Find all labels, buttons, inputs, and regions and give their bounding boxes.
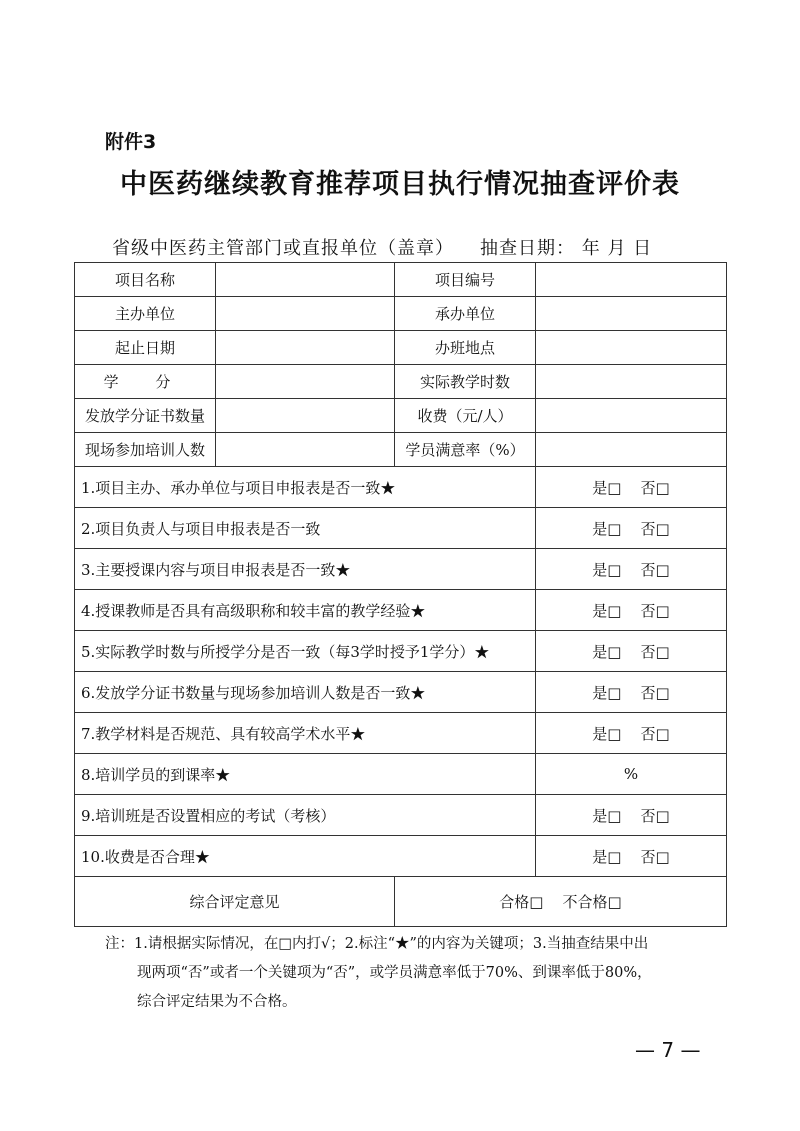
yes-no-choice[interactable]: 是□ 否□ (536, 795, 727, 836)
info-label: 主办单位 (75, 297, 216, 331)
info-label: 项目名称 (75, 263, 216, 297)
inspection-date: 抽查日期： 年 月 日 (480, 238, 653, 259)
yes-no-choice[interactable]: 是□ 否□ (536, 549, 727, 590)
check-item-text: 2.项目负责人与项目申报表是否一致 (75, 508, 536, 549)
footnote-line: 现两项“否”或者一个关键项为“否”，或学员满意率低于70%、到课率低于80%， (137, 965, 652, 981)
info-label: 办班地点 (395, 331, 536, 365)
check-item-row (75, 795, 727, 836)
yes-no-choice[interactable]: 是□ 否□ (536, 836, 727, 877)
info-label: 承办单位 (395, 297, 536, 331)
yes-no-choice[interactable]: 是□ 否□ (536, 467, 727, 508)
check-item-row (75, 836, 727, 877)
info-value[interactable] (216, 297, 395, 331)
yes-no-choice[interactable]: 是□ 否□ (536, 590, 727, 631)
info-label: 学员满意率（%） (395, 433, 536, 467)
yes-no-choice[interactable]: 是□ 否□ (536, 713, 727, 754)
check-item-row (75, 508, 727, 549)
info-value[interactable] (216, 263, 395, 297)
info-label: 项目编号 (395, 263, 536, 297)
info-value[interactable] (536, 331, 727, 365)
footnote (105, 930, 705, 1017)
check-item-text: 7.教学材料是否规范、具有较高学术水平★ (75, 713, 536, 754)
attachment-label: 附件3 (105, 131, 157, 153)
check-item-text: 9.培训班是否设置相应的考试（考核） (75, 795, 536, 836)
evaluation-table (74, 262, 727, 927)
check-item-text: 8.培训学员的到课率★ (75, 754, 536, 795)
info-value[interactable] (536, 365, 727, 399)
check-item-row (75, 467, 727, 508)
check-item-text: 4.授课教师是否具有高级职称和较丰富的教学经验★ (75, 590, 536, 631)
info-label: 现场参加培训人数 (75, 433, 216, 467)
info-label: 实际教学时数 (395, 365, 536, 399)
page-number: — 7 — (635, 1038, 701, 1062)
yes-no-choice[interactable]: 是□ 否□ (536, 631, 727, 672)
info-row (75, 365, 727, 399)
info-row (75, 331, 727, 365)
info-value[interactable] (216, 365, 395, 399)
info-label: 起止日期 (75, 331, 216, 365)
info-value[interactable] (216, 331, 395, 365)
info-row (75, 297, 727, 331)
info-value[interactable] (536, 297, 727, 331)
check-item-text: 3.主要授课内容与项目申报表是否一致★ (75, 549, 536, 590)
overall-result-choice[interactable]: 合格□ 不合格□ (395, 877, 727, 927)
info-row (75, 433, 727, 467)
footnote-line: 综合评定结果为不合格。 (137, 994, 297, 1010)
check-item-row (75, 590, 727, 631)
footnote-line: 注：1.请根据实际情况，在□内打√；2.标注“★”的内容为关键项；3.当抽查结果中出 (105, 936, 649, 952)
check-item-row (75, 672, 727, 713)
info-label: 学 分 (75, 365, 216, 399)
info-value[interactable] (216, 399, 395, 433)
check-item-row (75, 754, 727, 795)
overall-label: 综合评定意见 (75, 877, 395, 927)
info-value[interactable] (536, 263, 727, 297)
info-value[interactable] (216, 433, 395, 467)
check-item-text: 10.收费是否合理★ (75, 836, 536, 877)
unit-date-line (112, 234, 652, 260)
yes-no-choice[interactable]: 是□ 否□ (536, 508, 727, 549)
overall-row (75, 877, 727, 927)
info-value[interactable] (536, 399, 727, 433)
yes-no-choice[interactable]: 是□ 否□ (536, 672, 727, 713)
unit-line: 省级中医药主管部门或直报单位（盖章） (112, 238, 454, 259)
info-label: 收费（元/人） (395, 399, 536, 433)
check-item-text: 6.发放学分证书数量与现场参加培训人数是否一致★ (75, 672, 536, 713)
check-item-text: 5.实际教学时数与所授学分是否一致（每3学时授予1学分）★ (75, 631, 536, 672)
check-item-row (75, 631, 727, 672)
info-row (75, 399, 727, 433)
info-row (75, 263, 727, 297)
check-item-row (75, 713, 727, 754)
check-item-text: 1.项目主办、承办单位与项目申报表是否一致★ (75, 467, 536, 508)
info-label: 发放学分证书数量 (75, 399, 216, 433)
check-item-row (75, 549, 727, 590)
page-title: 中医药继续教育推荐项目执行情况抽查评价表 (120, 169, 680, 200)
info-value[interactable] (536, 433, 727, 467)
attendance-rate-field[interactable]: % (536, 754, 727, 795)
